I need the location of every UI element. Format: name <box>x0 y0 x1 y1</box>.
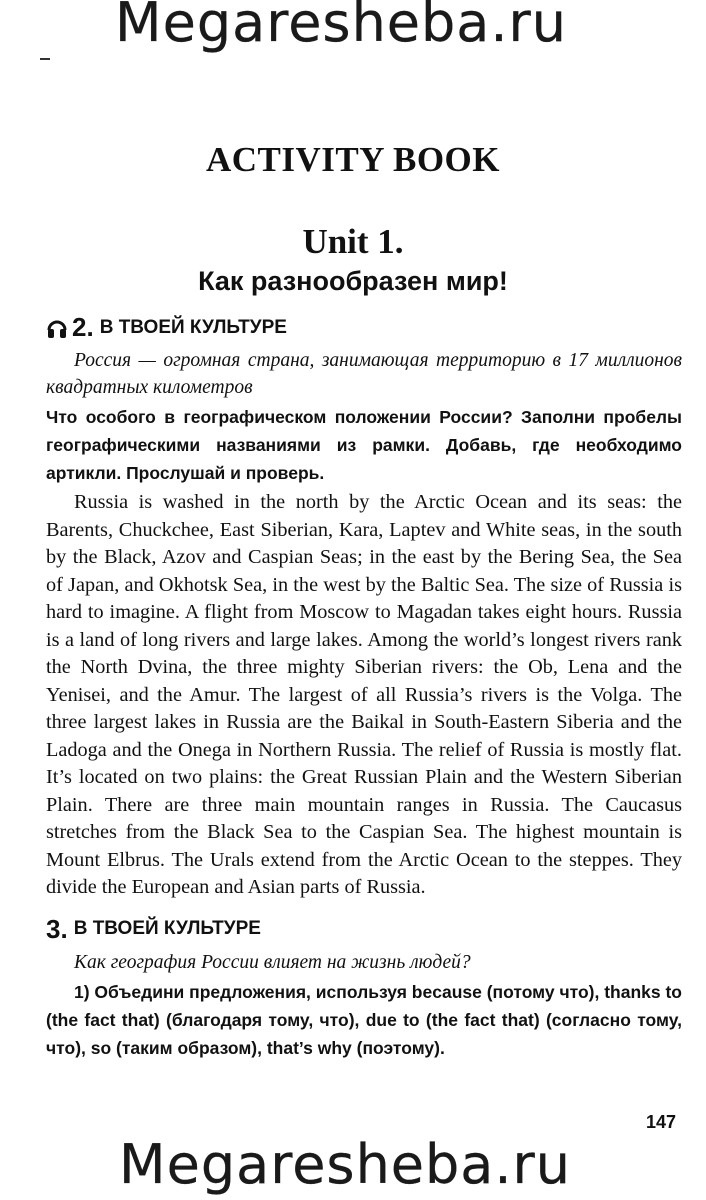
watermark-bottom: Megaresheba.ru <box>119 1133 571 1196</box>
section-2-instruction: Что особого в географическом положении России? Заполни пробелы географическими названиями из рамки. Добавь, где необходимо артикли. Прослушай и проверь. <box>46 407 682 483</box>
section-2-text: Russia is washed in the north by the Arctic Ocean and its seas: the Barents, Chuckchee, East Siberian, Kara, Laptev and White seas, in the south by the Black, Azov and Caspian Seas; in the east by the Bering Sea, the Sea of Japan, and Okhotsk Sea, in the west by the Baltic Sea. The size of Russia is hard to imagine. A flight from Moscow to Magadan takes eight hours. Russia is a land of long rivers and large lakes. Among the world’s longest rivers rank the North Dvina, the three mighty Siberian rivers: the Ob, Lena and the Yenisei, and the Amur. The largest of all Russia’s rivers is the Volga. The three largest lakes in Russia are the Baikal in South-Eastern Siberia and the Ladoga and the Onega in Northern Russia. The relief of Russia is mostly flat. It’s located on two plains: the Great Russian Plain and the Western Siberian Plain. There are three main mountain ranges in Russia. The Caucasus stretches from the Black Sea to the Caspian Sea. The highest mountain is Mount Elbrus. The Urals extend from the Arctic Ocean to the steppes. They divide the European and Asian parts of Russia. <box>46 491 682 898</box>
section-2-title: В ТВОЕЙ КУЛЬТУРЕ <box>99 316 287 338</box>
page-number: 147 <box>646 1112 677 1132</box>
section-3-title: В ТВОЕЙ КУЛЬТУРЕ <box>73 918 261 939</box>
section-2-heading <box>46 312 682 343</box>
section-3-heading <box>46 914 682 945</box>
headphones-icon <box>46 317 68 339</box>
section-3-number: 3. <box>46 913 68 944</box>
section-3-lead: Как география России влияет на жизнь людей? <box>74 951 471 973</box>
unit-title: Unit 1. <box>302 222 404 261</box>
watermark-top: Megaresheba.ru <box>115 0 567 54</box>
section-2-number: 2. <box>72 312 94 342</box>
page-title: ACTIVITY BOOK <box>205 140 500 179</box>
unit-subtitle: Как разнообразен мир! <box>198 266 508 296</box>
page-content <box>46 312 682 1062</box>
scan-mark <box>40 58 50 60</box>
section-2-lead: Россия — огромная страна, занимающая территорию в 17 миллионов квадратных километров <box>46 350 682 398</box>
section-3-instruction: 1) Объедини предложения, используя because (потому что), thanks to (the fact that) (благодаря тому, что), due to (the fact that) (согласно тому, что), so (таким образом), that’s why (поэтому). <box>46 981 682 1058</box>
